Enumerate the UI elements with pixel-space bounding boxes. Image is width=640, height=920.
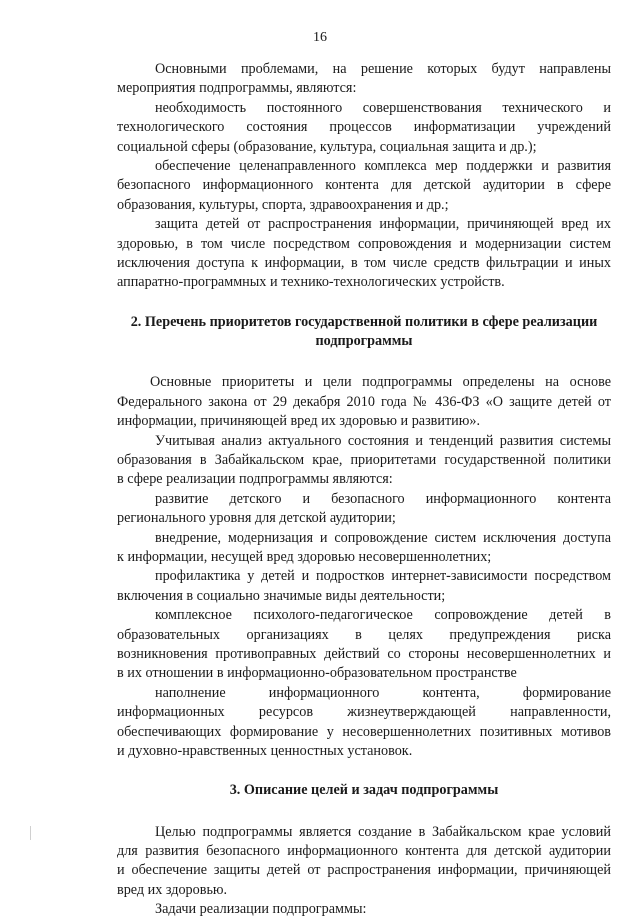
- text-line: для развития безопасного информационного контента для детской аудитории: [117, 843, 611, 860]
- page-body: [117, 60, 611, 920]
- text-line: аппаратно-программных и технико-технологических устройств.: [117, 274, 505, 291]
- text-line: мероприятия подпрограммы, являются:: [117, 80, 357, 97]
- text-line: Основными проблемами, на решение которых будут направлены: [155, 61, 611, 77]
- text-line: вред их здоровью.: [117, 881, 228, 898]
- text-line: образования в Забайкальском крае, приоритетами государственной политики: [117, 452, 611, 469]
- section-heading-line: 2. Перечень приоритетов государственной политики в сфере реализации: [130, 313, 598, 330]
- text-line: исключения доступа к информации, в том числе средств фильтрации и иных: [117, 254, 611, 271]
- text-line: комплексное психолого-педагогическое сопровождение детей в: [155, 607, 611, 624]
- text-line: социальной сферы (образование, культура, социальная защита и др.);: [117, 138, 537, 155]
- text-line: безопасного информационного контента для детской аудитории в сфере: [117, 177, 611, 194]
- text-line: в сфере реализации подпрограммы являются:: [117, 471, 393, 488]
- text-line: Задачи реализации подпрограммы:: [155, 901, 367, 918]
- text-line: необходимость постоянного совершенствования технического и: [155, 99, 611, 116]
- text-line: обеспечение целенаправленного комплекса мер поддержки и развития: [155, 157, 611, 174]
- text-line: к информации, несущей вред здоровью несовершеннолетних;: [117, 548, 492, 565]
- text-line: Учитывая анализ актуального состояния и тенденций развития системы: [155, 432, 611, 449]
- text-line: развитие детского и безопасного информационного контента: [155, 490, 611, 507]
- text-line: информационных ресурсов жизнеутверждающей направленности,: [117, 704, 611, 721]
- text-line: образования, культуры, спорта, здравоохранения и др.;: [117, 196, 449, 213]
- text-line: в их отношении в информационно-образовательном пространстве: [117, 665, 517, 682]
- text-line: информации, причиняющей вред их здоровью и развитию».: [117, 413, 481, 430]
- priorities-block: [117, 373, 611, 761]
- text-line: профилактика у детей и подростков интернет-зависимости посредством: [155, 568, 611, 585]
- text-line: и духовно-нравственных ценностных установок.: [117, 742, 413, 759]
- text-line: здоровью, в том числе посредством сопровождения и модернизации систем: [117, 235, 611, 252]
- text-line: Целью подпрограммы является создание в Забайкальском крае условий: [155, 823, 611, 840]
- page-number: 16: [313, 30, 327, 45]
- text-line: внедрение, модернизация и сопровождение систем исключения доступа: [155, 529, 611, 546]
- text-line: обеспечивающих формирование у несовершеннолетних позитивных мотивов: [117, 723, 611, 740]
- text-line: технологического состояния процессов информатизации учреждений: [117, 119, 611, 136]
- section-2-heading: [117, 313, 611, 352]
- text-line: наполнение информационного контента, формирование: [155, 684, 611, 701]
- text-line: защита детей от распространения информации, причиняющей вред их: [155, 216, 611, 233]
- text-line: включения в социально значимые виды деятельности;: [117, 587, 446, 604]
- section-heading-line: подпрограммы: [315, 333, 413, 350]
- text-line: Основные приоритеты и цели подпрограммы определены на основе: [150, 374, 611, 391]
- text-line: регионального уровня для детской аудитории;: [117, 510, 396, 527]
- goals-block: [117, 823, 611, 920]
- section-3-heading: 3. Описание целей и задач подпрограммы: [229, 782, 499, 799]
- text-line: образовательных организациях в целях предупреждения риска: [117, 626, 611, 643]
- text-line: возникновения противоправных действий со стороны несовершеннолетних и: [117, 645, 611, 662]
- text-line: и обеспечение защиты детей от распространения информации, причиняющей: [117, 862, 611, 879]
- problems-block: [117, 60, 611, 293]
- text-line: Федерального закона от 29 декабря 2010 года № 436-ФЗ «О защите детей от: [117, 393, 611, 410]
- scan-mark: [30, 826, 31, 840]
